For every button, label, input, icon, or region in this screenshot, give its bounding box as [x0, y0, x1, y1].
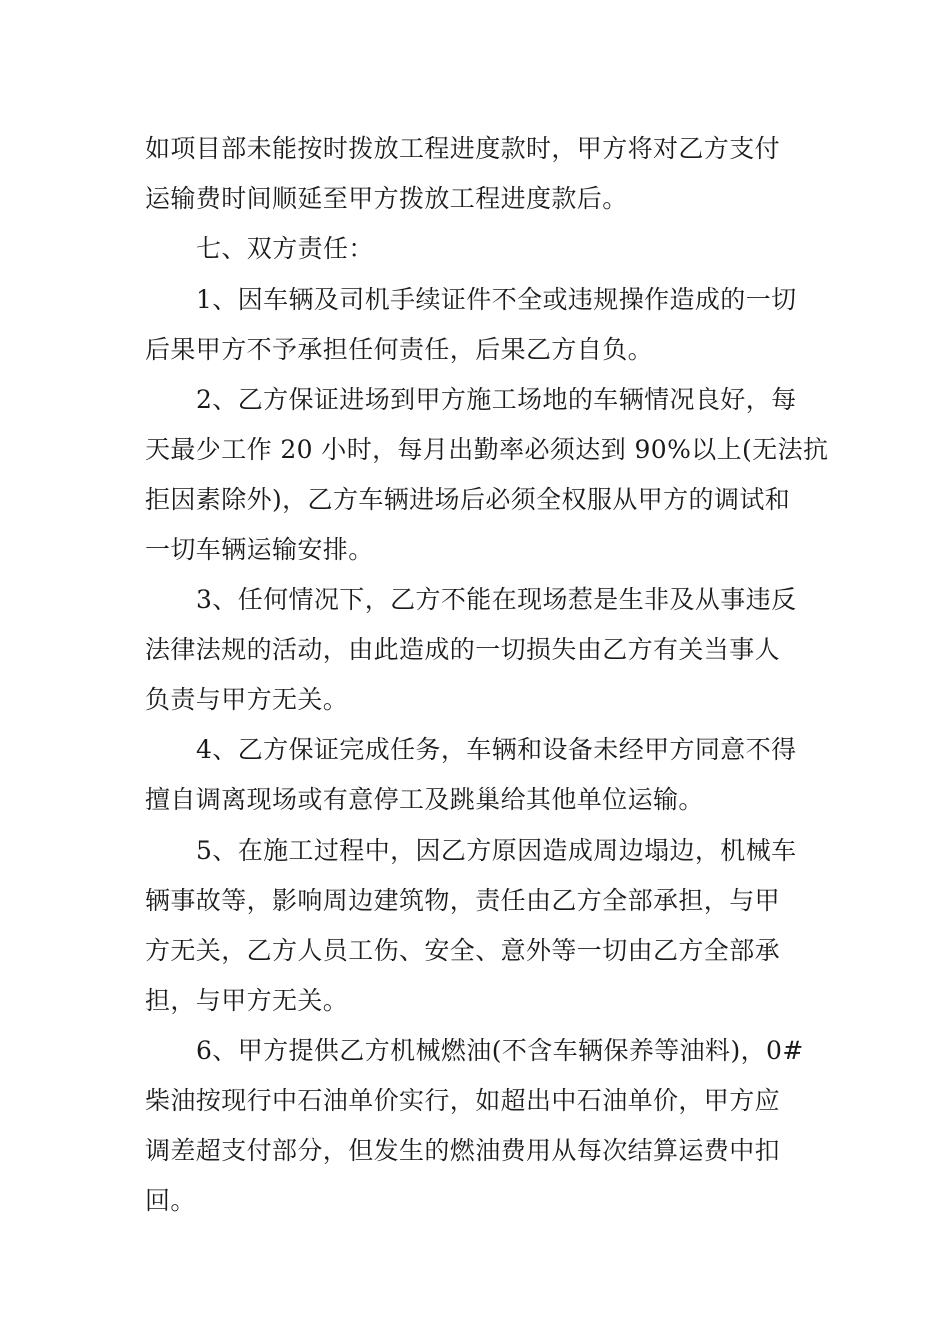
- text-line: 运输费时间顺延至甲方拨放工程进度款后。: [145, 184, 628, 213]
- text-line: 擅自调离现场或有意停工及跳巢给其他单位运输。: [145, 785, 704, 814]
- text-line: 拒因素除外)，乙方车辆进场后必须全权服从甲方的调试和: [145, 485, 791, 514]
- text-line: 法律法规的活动，由此造成的一切损失由乙方有关当事人: [145, 635, 781, 664]
- section-heading: 七、双方责任：: [196, 234, 374, 263]
- text-line: 5、在施工过程中，因乙方原因造成周边塌边，机械车: [196, 836, 797, 865]
- text-line: 如项目部未能按时拨放工程进度款时，甲方将对乙方支付: [145, 134, 781, 163]
- text-line: 2、乙方保证进场到甲方施工场地的车辆情况良好，每: [196, 385, 797, 414]
- text-line: 后果甲方不予承担任何责任，后果乙方自负。: [145, 335, 654, 364]
- text-line: 辆事故等，影响周边建筑物，责任由乙方全部承担，与甲: [145, 886, 781, 915]
- text-line: 6、甲方提供乙方机械燃油(不含车辆保养等油料)，0#: [196, 1036, 804, 1065]
- text-line: 负责与甲方无关。: [145, 685, 349, 714]
- text-line: 担，与甲方无关。: [145, 986, 349, 1015]
- text-line: 调差超支付部分，但发生的燃油费用从每次结算运费中扣: [145, 1136, 781, 1165]
- text-line: 4、乙方保证完成任务，车辆和设备未经甲方同意不得: [196, 735, 797, 764]
- text-line: 1、因车辆及司机手续证件不全或违规操作造成的一切: [196, 285, 797, 314]
- text-line: 回。: [145, 1186, 196, 1215]
- text-line: 柴油按现行中石油单价实行，如超出中石油单价，甲方应: [145, 1086, 781, 1115]
- text-line: 一切车辆运输安排。: [145, 535, 374, 564]
- text-line: 天最少工作 20 小时，每月出勤率必须达到 90%以上(无法抗: [145, 435, 829, 464]
- text-line: 方无关，乙方人员工伤、安全、意外等一切由乙方全部承: [145, 936, 781, 965]
- text-line: 3、任何情况下，乙方不能在现场惹是生非及从事违反: [196, 585, 797, 614]
